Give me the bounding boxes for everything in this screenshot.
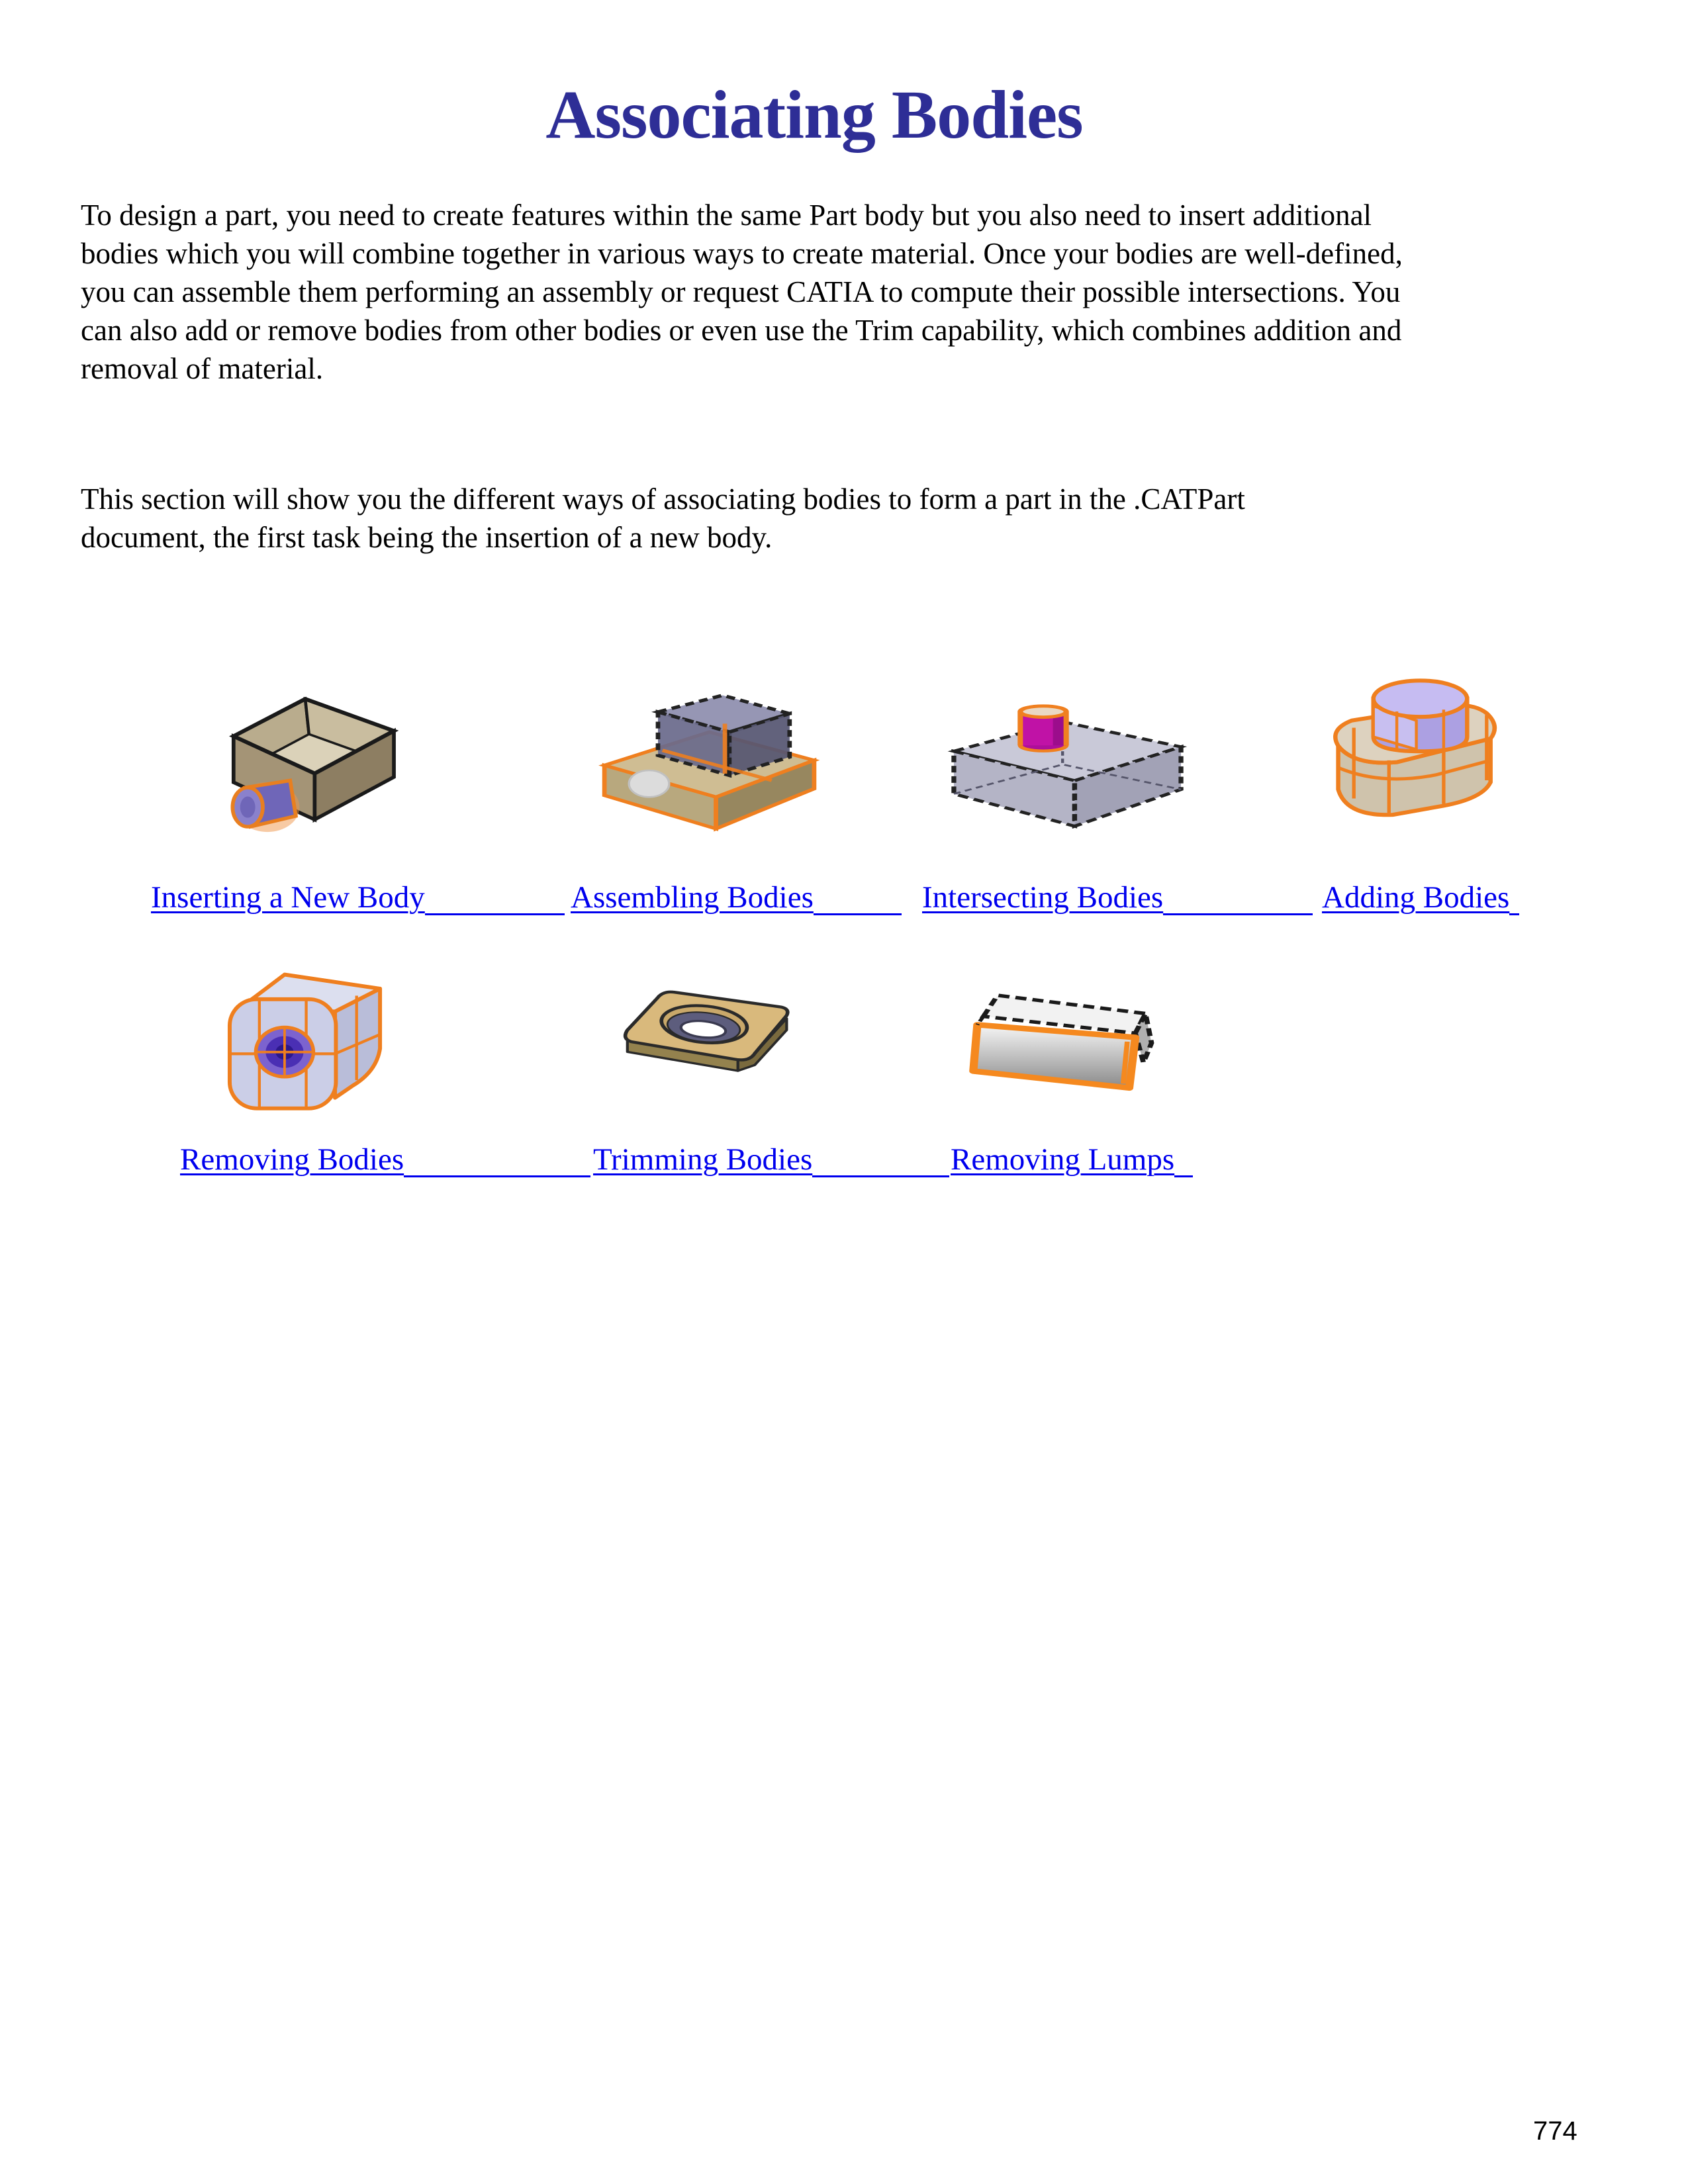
link-removing-bodies[interactable]: Removing Bodies [180,1142,404,1177]
link-trimming-bodies[interactable]: Trimming Bodies [593,1142,813,1177]
text-line: To design a part, you need to create features within the same Part body but you also need to insert additional [81,199,1372,232]
gray-slab-highlighted-icon [963,973,1166,1113]
link-cell [593,1142,949,1177]
link-cell [1322,880,1519,915]
text-line: removal of material. [81,352,324,385]
link-cell [951,1142,1193,1177]
inserting-new-body-figure [218,683,407,860]
text-line: you can assemble them performing an assembly or request CATIA to compute their possible intersections. You [81,275,1401,308]
link-assembling-bodies[interactable]: Assembling Bodies [571,880,814,915]
link-intersecting-bodies[interactable]: Intersecting Bodies [922,880,1164,915]
text-line: can also add or remove bodies from other bodies or even use the Trim capability, which combines addition and [81,314,1402,347]
link-removing-lumps[interactable]: Removing Lumps [951,1142,1175,1177]
text-line: document, the first task being the insertion of a new body. [81,521,773,554]
open-box-with-cylinder-icon [218,683,407,860]
link-underline-trail [1174,1175,1193,1177]
intro-paragraph [81,196,1669,388]
link-underline-trail [425,913,565,915]
link-cell [151,880,565,915]
text-line: bodies which you will combine together in various ways to create material. Once your bodies are well-defined, [81,237,1403,270]
link-adding-bodies[interactable]: Adding Bodies [1322,880,1510,915]
section-note-paragraph [81,480,1669,557]
link-cell [180,1142,590,1177]
slab-with-block-icon [598,687,821,854]
removing-lumps-figure [963,973,1166,1113]
rounded-box-with-hole-icon [220,952,400,1128]
link-underline-trail [812,1175,949,1177]
link-cell [922,880,1313,915]
link-underline-trail [1509,913,1519,915]
link-inserting-a-new-body[interactable]: Inserting a New Body [151,880,425,915]
assembling-bodies-figure [598,687,821,854]
plate-with-oval-hole-icon [614,969,802,1115]
trimming-bodies-figure [614,969,802,1115]
link-cell [571,880,902,915]
page-title: Associating Bodies [545,77,1083,153]
link-underline-trail [404,1175,590,1177]
link-underline-trail [814,913,902,915]
adding-bodies-figure [1323,655,1518,837]
page-number: 774 [1533,2116,1577,2146]
link-underline-trail [1163,913,1313,915]
text-line: This section will show you the different ways of associating bodies to form a part in the .CATPart [81,482,1245,516]
pad-with-purple-cylinder-icon [1323,655,1518,837]
intersecting-bodies-figure [947,697,1188,844]
removing-bodies-figure [220,952,400,1128]
box-with-magenta-cylinder-icon [947,697,1188,844]
